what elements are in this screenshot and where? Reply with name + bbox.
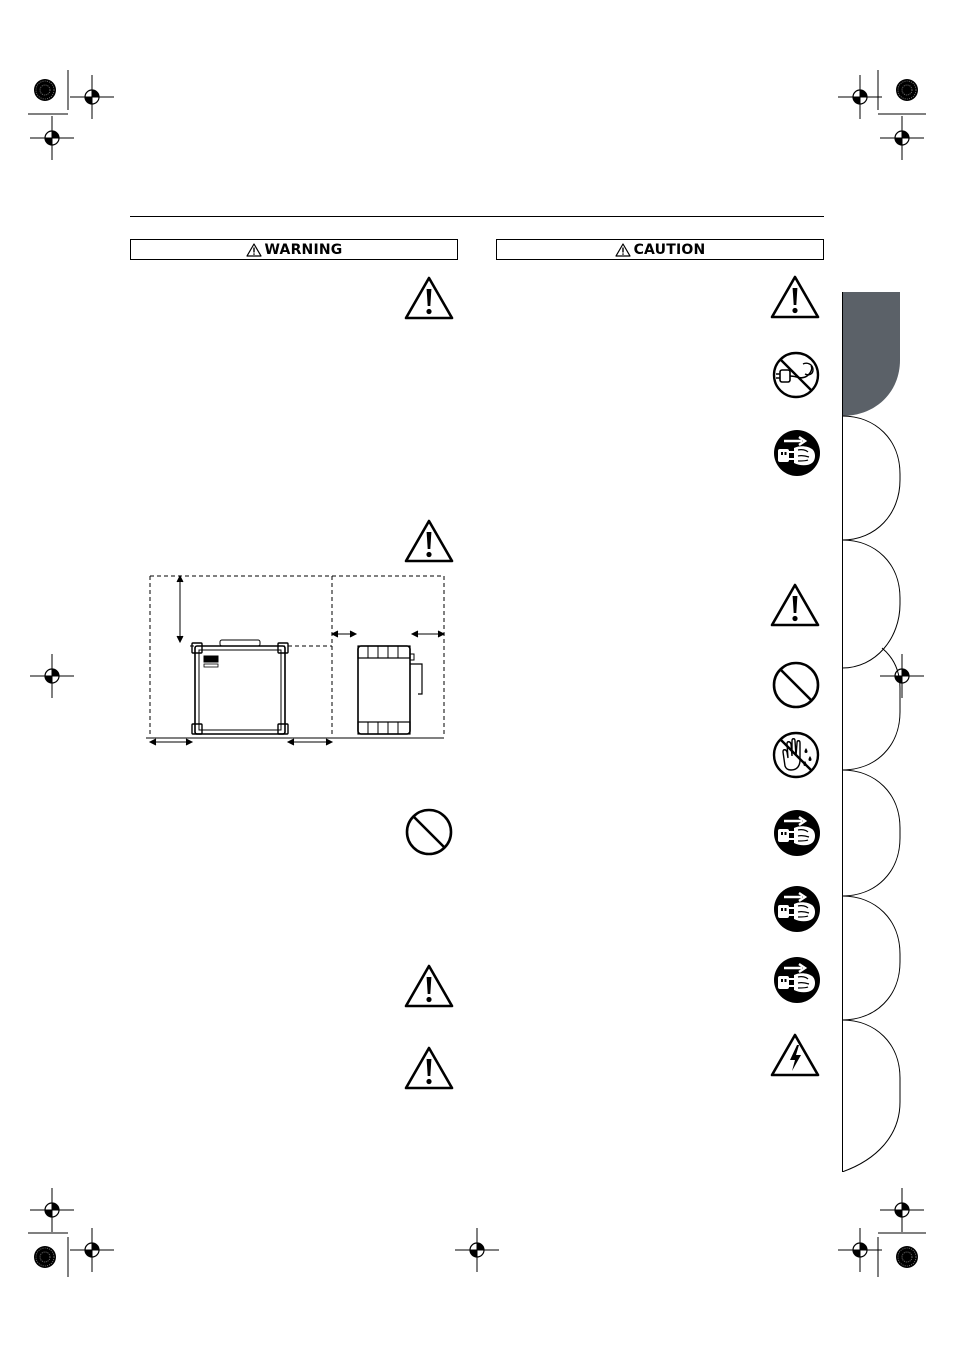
no-wet-hands-icon <box>771 730 821 780</box>
no-pulling-cord-icon <box>771 350 821 400</box>
unplug-icon <box>772 428 822 478</box>
chapter-tab-2[interactable] <box>842 416 900 540</box>
chapter-tab-6[interactable] <box>842 896 900 1020</box>
chapter-tab-5[interactable] <box>842 770 900 896</box>
caution-triangle-icon <box>404 275 454 321</box>
prohibited-icon <box>771 660 821 710</box>
chapter-tab-3[interactable] <box>842 540 900 668</box>
amplifier-clearance-diagram <box>140 572 450 754</box>
caution-triangle-small-icon <box>615 243 631 257</box>
header-rule <box>130 216 824 217</box>
warning-header <box>130 239 458 260</box>
warning-header-label: WARNING <box>264 241 343 258</box>
caution-triangle-icon <box>404 1045 454 1091</box>
electric-shock-icon <box>770 1032 820 1078</box>
chapter-tab-active[interactable] <box>842 292 900 416</box>
caution-triangle-icon <box>770 274 820 320</box>
chapter-tab-strip <box>842 292 902 1172</box>
chapter-tab-7[interactable] <box>842 1020 900 1172</box>
caution-triangle-icon <box>404 518 454 564</box>
chapter-tab-4[interactable] <box>842 648 900 770</box>
caution-header <box>496 239 824 260</box>
caution-header-label: CAUTION <box>633 241 706 258</box>
unplug-icon <box>772 884 822 934</box>
prohibited-icon <box>404 807 454 857</box>
caution-triangle-icon <box>770 582 820 628</box>
caution-triangle-icon <box>404 963 454 1009</box>
unplug-icon <box>772 955 822 1005</box>
warning-triangle-icon <box>246 243 262 257</box>
unplug-icon <box>772 808 822 858</box>
